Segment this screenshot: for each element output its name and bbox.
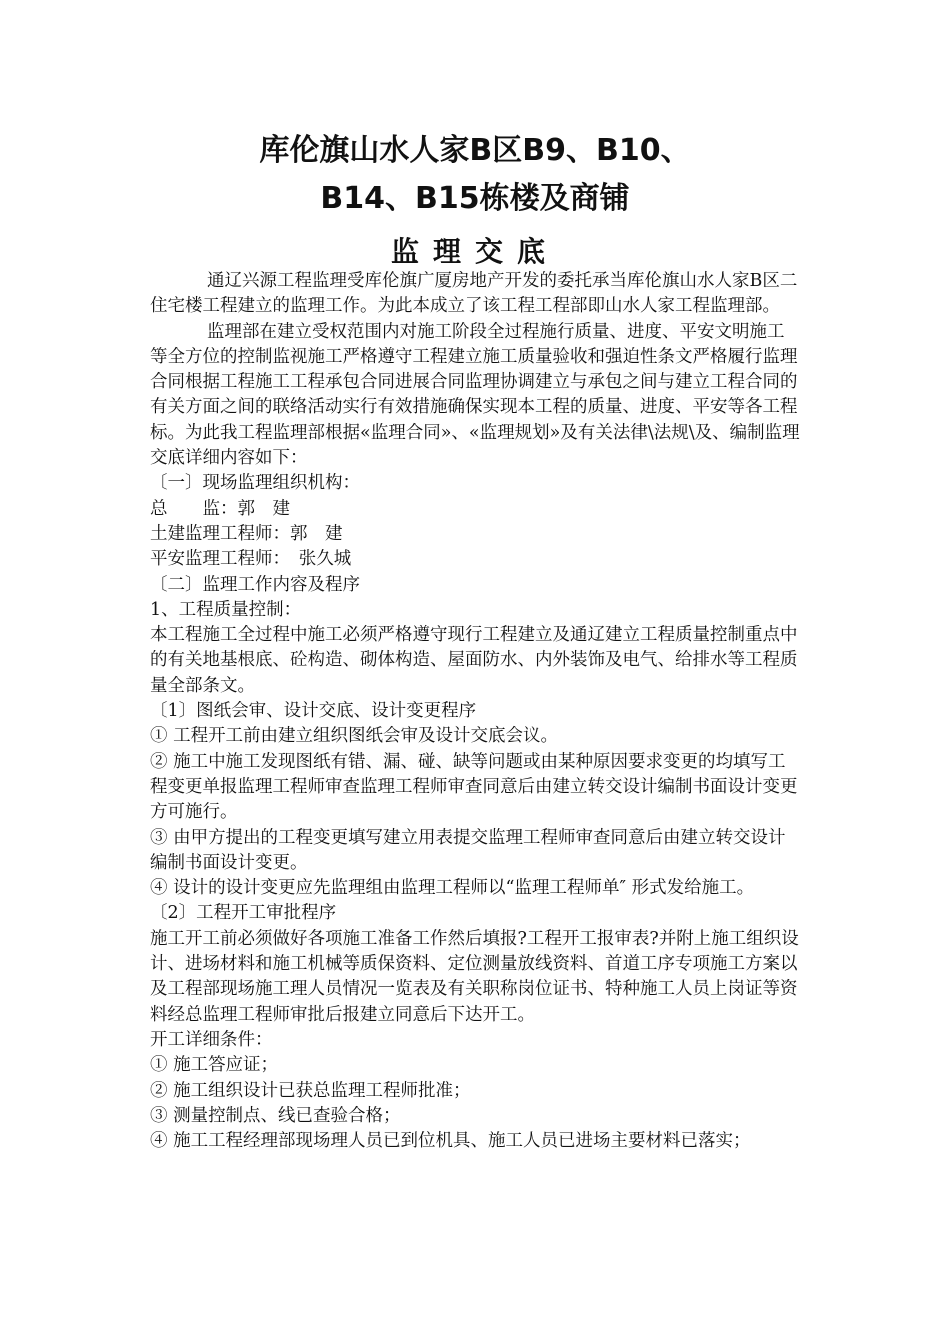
staff-line: 总 监：郭 建: [150, 498, 290, 519]
title-line-1: [150, 126, 800, 176]
title-text: B: [469, 133, 493, 168]
list-item: ① 工程开工前由建立组织图纸会审及设计交底会议。: [150, 726, 559, 747]
paragraph: 施工开工前必须做好各项施工准备工作然后填报?工程开工报审表?并附上施工组织设计、进场材料和施工机械等质保资料、定位测量放线资料、首道工序专项施工方案以及工程部现场施工理人员情况一览表及有关职称岗位证书、特种施工人员上岗证等资料经总监理工程师审批后报建立同意后下达开工。: [150, 928, 799, 1025]
list-item: ④ 施工工程经理部现场理人员已到位机具、施工人员已进场主要材料已落实；: [150, 1131, 751, 1152]
list-item: ③ 测量控制点、线已查验合格；: [150, 1105, 401, 1126]
subsection-heading: 〔1〕图纸会审、设计交底、设计变更程序: [150, 701, 477, 722]
title-text: 栋楼及商铺: [479, 181, 630, 216]
list-item: ② 施工中施工发现图纸有错、漏、碰、缺等问题或由某种原因要求变更的均填写工程变更单报监理工程师审查监理工程师审查同意后由建立转交设计编制书面设计变更方可施行。: [150, 751, 798, 823]
paragraph: 开工详细条件：: [150, 1029, 273, 1050]
title-text: B9: [522, 133, 566, 168]
section-heading: 〔二〕监理工作内容及程序: [150, 574, 360, 595]
subsection-heading: 〔2〕工程开工审批程序: [150, 903, 337, 924]
document-body: [150, 269, 800, 1154]
list-item: ① 施工答应证；: [150, 1055, 279, 1076]
title-text: B10: [596, 133, 661, 168]
list-item: ④ 设计的设计变更应先监理组由监理工程师以“监理工程师单″ 形式发给施工。: [150, 878, 755, 899]
list-item: ③ 由甲方提出的工程变更填写建立用表提交监理工程师审查同意后由建立转交设计编制书面设计变更。: [150, 827, 786, 873]
staff-line: 土建监理工程师：郭 建: [150, 523, 343, 544]
title-text: B15: [415, 181, 480, 216]
paragraph: 本工程施工全过程中施工必须严格遵守现行工程建立及通辽建立工程质量控制重点中的有关地基根底、砼构造、砌体构造、屋面防水、内外装饰及电气、给排水等工程质量全部条文。: [150, 625, 798, 696]
title-text: 、: [566, 133, 596, 168]
title-line-2: [150, 174, 800, 224]
staff-line: 平安监理工程师： 张久城: [150, 549, 352, 570]
paragraph-scope: 监理部在建立受权范围内对施工阶段全过程施行质量、进度、平安文明施工等全方位的控制监视施工严格遵守工程建立施工质量验收和强迫性条文严格履行监理合同根据工程施工工程承包合同进展合同监理协调建立与承包之间与建立工程合同的有关方面之间的联络活动实行有效措施确保实现本工程的质量、进度、平安等各工程标。为此我工程监理部根据«监理合同»、«监理规划»及有关法律\法规\及、编制监理交底详细内容如下：: [150, 321, 800, 469]
section-heading: 〔一〕现场监理组织机构：: [150, 473, 360, 494]
title-text: 、: [385, 181, 415, 216]
title-text: 区: [492, 133, 523, 168]
list-item: ② 施工组织设计已获总监理工程师批准；: [150, 1080, 471, 1101]
subsection-heading: 1、工程质量控制：: [150, 599, 302, 620]
title-text: 、: [660, 133, 691, 168]
document-subtitle: 监理交底: [390, 235, 559, 268]
paragraph-intro: 通辽兴源工程监理受库伦旗广厦房地产开发的委托承当库伦旗山水人家B区二住宅楼工程建立的监理工作。为此本成立了该工程工程部即山水人家工程监理部。: [150, 271, 798, 317]
title-text: B14: [320, 181, 385, 216]
title-text: 库伦旗山水人家: [259, 133, 470, 168]
